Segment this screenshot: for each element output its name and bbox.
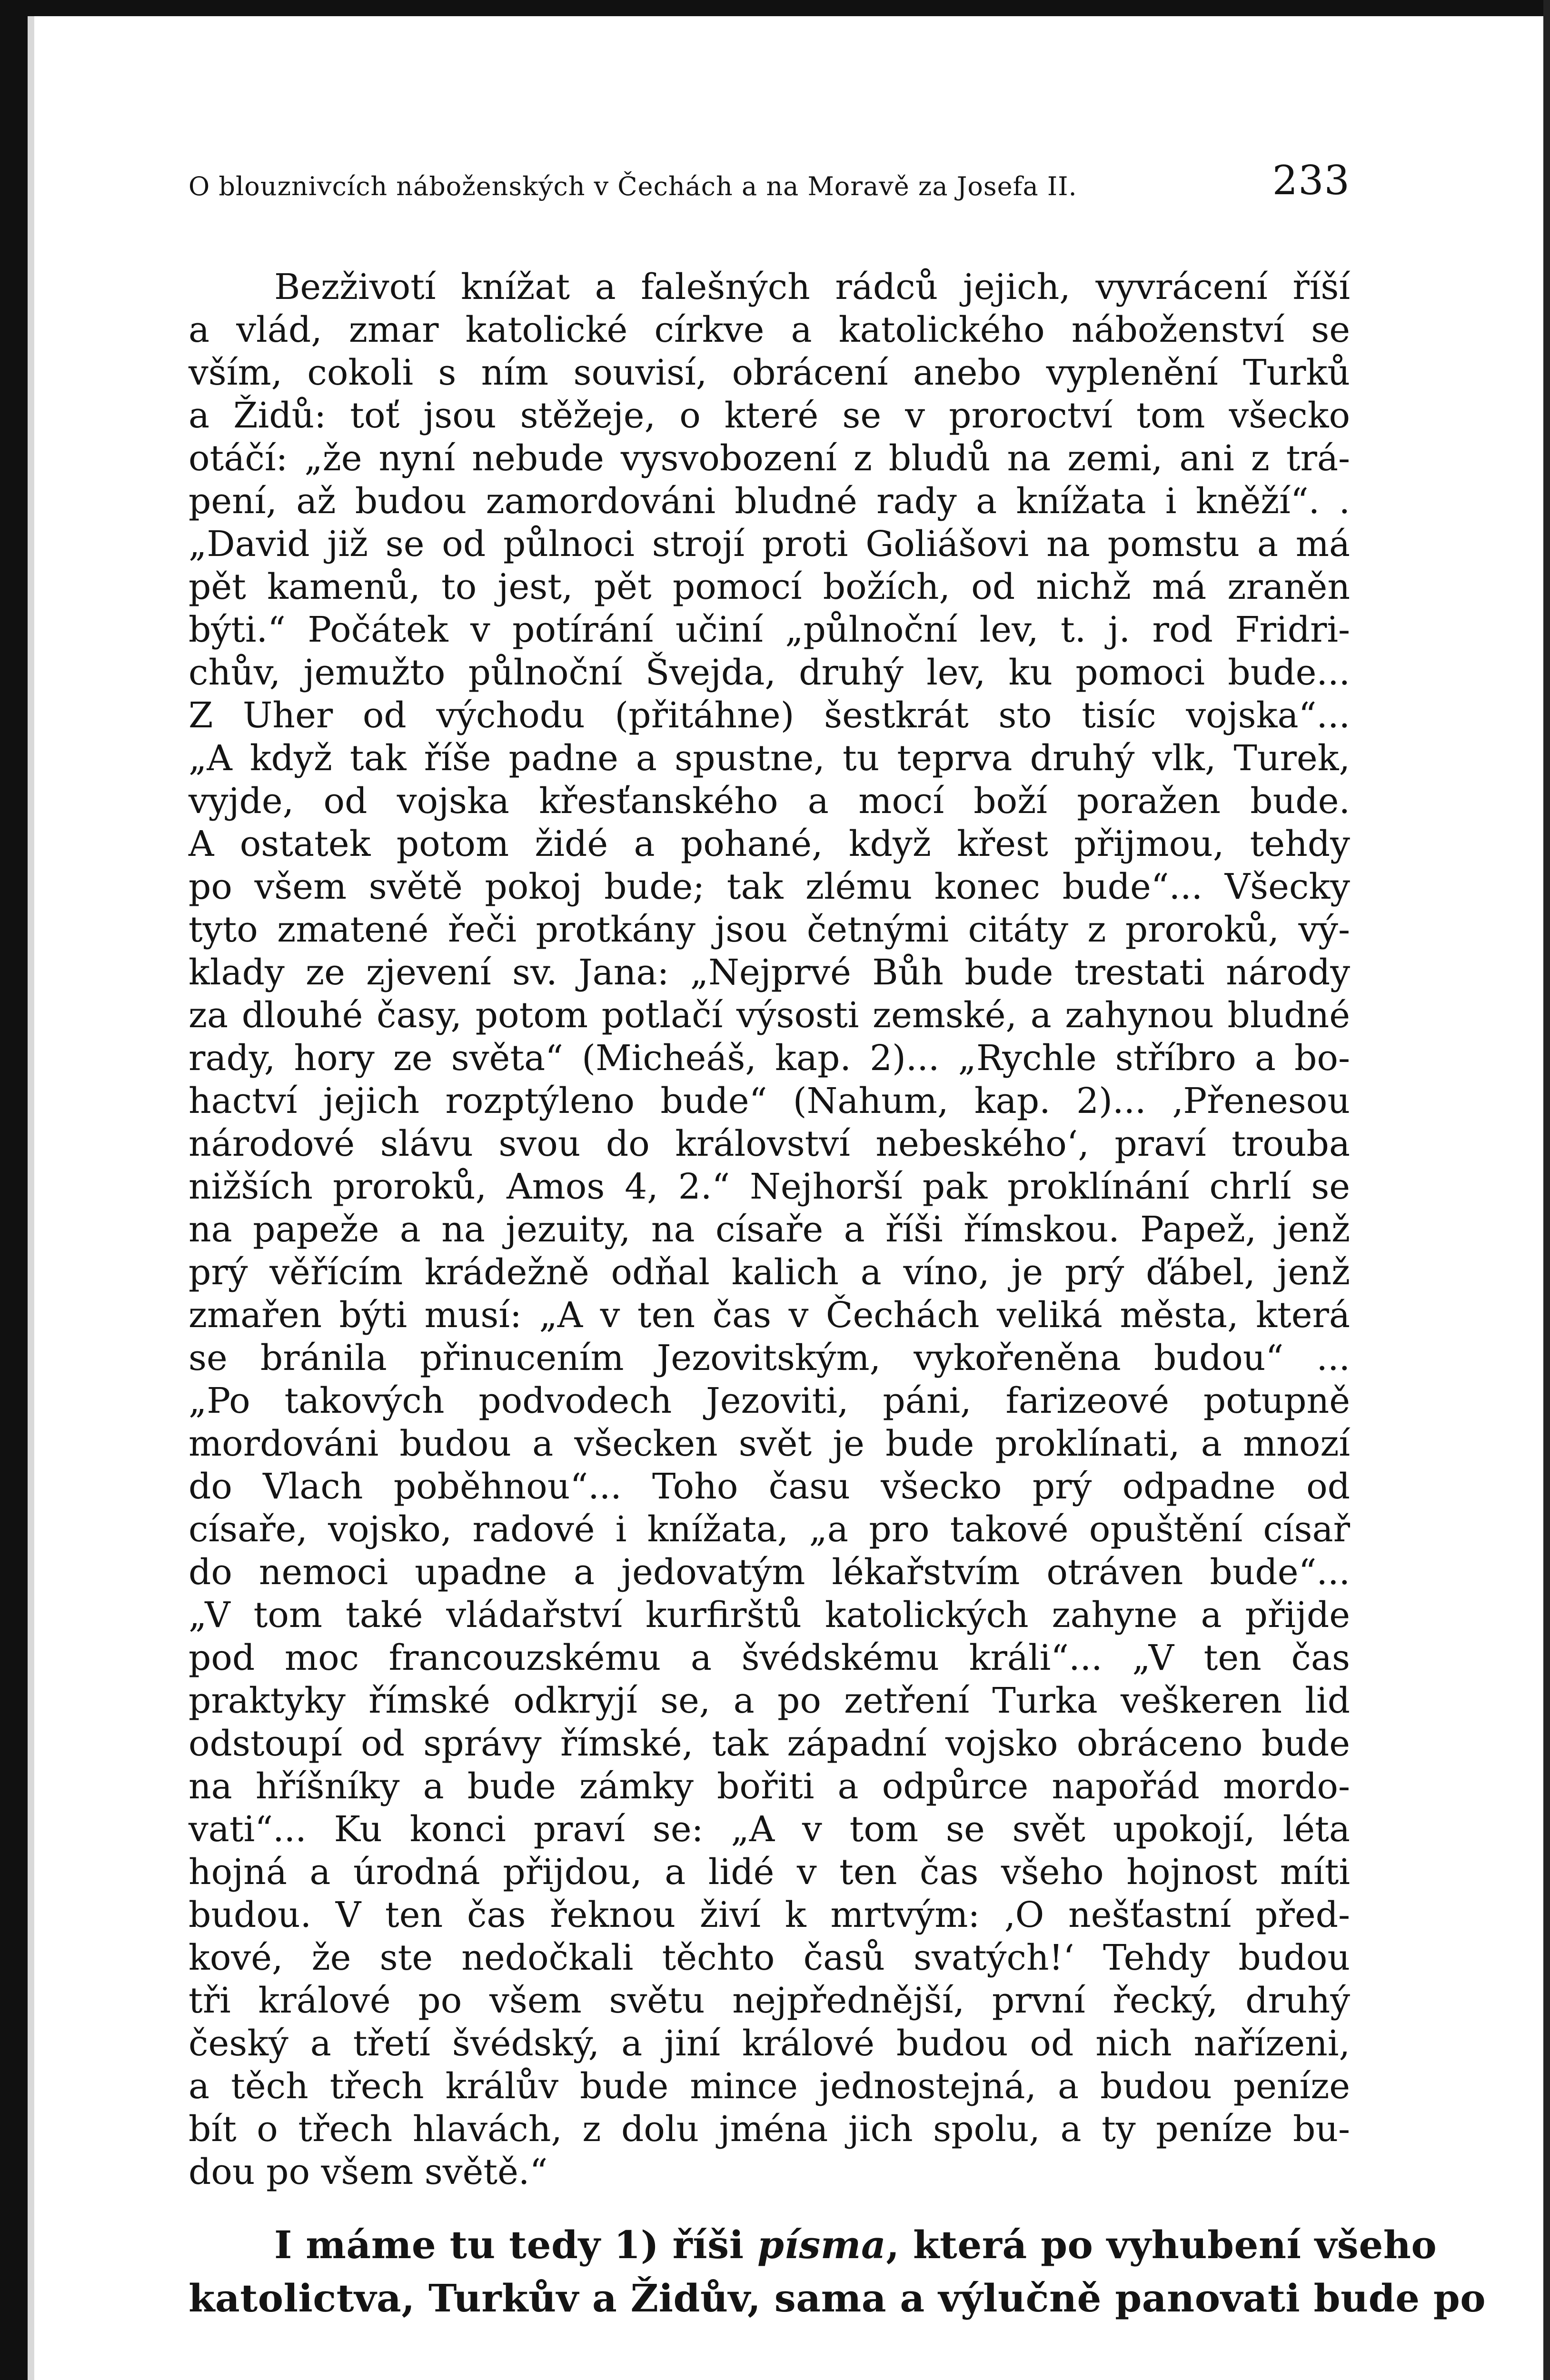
text-line: rady, hory ze světa“ (Micheáš, kap. 2)... „Rychle stříbro a bo-	[189, 1038, 1350, 1079]
text-line: po všem světě pokoj bude; tak zlému konec bude“... Všecky	[189, 866, 1350, 907]
text-line: nižších proroků, Amos 4, 2.“ Nejhorší pak proklínání chrlí se	[189, 1166, 1350, 1207]
text-line: „V tom také vládařství kurfirštů katolických zahyne a přijde	[189, 1595, 1350, 1636]
page-number: 233	[1272, 157, 1350, 204]
text-line: pět kamenů, to jest, pět pomocí božích, od nichž má zraněn	[189, 566, 1350, 607]
text-line: do Vlach poběhnou“... Toho času všecko prý odpadne od	[189, 1466, 1350, 1507]
text-run: , která po vyhubení všeho	[886, 2222, 1437, 2267]
text-line: býti.“ Počátek v potírání učiní „půlnoční lev, t. j. rod Fridri-	[189, 609, 1350, 650]
text-line: na hříšníky a bude zámky bořiti a odpůrce napořád mordo-	[189, 1766, 1350, 1807]
text-line: „Po takových podvodech Jezoviti, páni, farizeové potupně	[189, 1380, 1350, 1421]
text-line-bold	[189, 2218, 1437, 2271]
text-line: budou. V ten čas řeknou živí k mrtvým: ‚O nešťastní před-	[189, 1894, 1350, 1935]
scan-border-left	[0, 0, 28, 2380]
text-line: dou po všem světě.“	[189, 2152, 548, 2192]
text-line: vati“... Ku konci praví se: „A v tom se svět upokojí, léta	[189, 1809, 1350, 1850]
text-line: „A když tak říše padne a spustne, tu teprva druhý vlk, Turek,	[189, 738, 1350, 779]
running-head	[189, 157, 1350, 209]
text-line: vším, cokoli s ním souvisí, obrácení anebo vyplenění Turků	[189, 352, 1350, 393]
text-line: tři králové po všem světu nejpřednější, první řecký, druhý	[189, 1980, 1350, 2021]
paragraph-2	[189, 2218, 1486, 2325]
text-line: mordováni budou a všecken svět je bude proklínati, a mnozí	[189, 1423, 1350, 1464]
text-line: Bezživotí knížat a falešných rádců jejich, vyvrácení říší	[274, 267, 1350, 307]
book-page	[189, 157, 1486, 2325]
text-line-bold: katolictva, Turkův a Židův, sama a výlučně panovati bude po	[189, 2276, 1486, 2320]
text-line: národové slávu svou do království nebeského‘, praví trouba	[189, 1123, 1350, 1164]
text-line: a Židů: toť jsou stěžeje, o které se v proroctví tom všecko	[189, 395, 1350, 436]
text-line: praktyky římské odkryjí se, a po zetření Turka veškeren lid	[189, 1680, 1350, 1721]
scan-border-top	[0, 0, 1550, 16]
text-line: „David již se od půlnoci strojí proti Goliášovi na pomstu a má	[189, 524, 1350, 565]
paragraph-1	[189, 266, 1350, 2193]
text-line: do nemoci upadne a jedovatým lékařstvím otráven bude“...	[189, 1552, 1350, 1593]
text-line: otáčí: „že nyní nebude vysvobození z bludů na zemi, ani z trá-	[189, 438, 1350, 479]
emphasized-word: písma	[757, 2222, 886, 2267]
text-line: a těch třech králův bude mince jednostejná, a budou peníze	[189, 2066, 1350, 2107]
text-line: chův, jemužto půlnoční Švejda, druhý lev, ku pomoci bude...	[189, 652, 1350, 693]
text-line: tyto zmatené řeči protkány jsou četnými citáty z proroků, vý-	[189, 909, 1350, 950]
text-line: prý věřícím krádežně odňal kalich a víno, je prý ďábel, jenž	[189, 1252, 1350, 1293]
text-line: a vlád, zmar katolické církve a katolického náboženství se	[189, 309, 1350, 350]
text-line: císaře, vojsko, radové i knížata, „a pro takové opuštění císař	[189, 1509, 1350, 1550]
text-line: za dlouhé časy, potom potlačí výsosti zemské, a zahynou bludné	[189, 995, 1350, 1036]
text-line: český a třetí švédský, a jiní králové budou od nich nařízeni,	[189, 2023, 1350, 2064]
scan-border-left-shadow	[28, 16, 34, 2380]
running-title: O blouznivcích náboženských v Čechách a na Moravě za Josefa II.	[189, 171, 1077, 201]
text-line: zmařen býti musí: „A v ten čas v Čechách veliká města, která	[189, 1295, 1350, 1336]
text-line: pod moc francouzskému a švédskému králi“... „V ten čas	[189, 1637, 1350, 1678]
text-run: I máme tu tedy 1) říši	[274, 2222, 757, 2267]
text-line: A ostatek potom židé a pohané, když křest přijmou, tehdy	[189, 823, 1350, 864]
text-line: kové, že ste nedočkali těchto časů svatých!‘ Tehdy budou	[189, 1937, 1350, 1978]
text-line: na papeže a na jezuity, na císaře a říši římskou. Papež, jenž	[189, 1209, 1350, 1250]
text-line: se bránila přinucením Jezovitským, vykořeněna budou“ ...	[189, 1338, 1350, 1378]
scan-border-right	[1543, 0, 1550, 2380]
text-line: odstoupí od správy římské, tak západní vojsko obráceno bude	[189, 1723, 1350, 1764]
text-line: klady ze zjevení sv. Jana: „Nejprvé Bůh bude trestati národy	[189, 952, 1350, 993]
text-line: hojná a úrodná přijdou, a lidé v ten čas všeho hojnost míti	[189, 1852, 1350, 1893]
text-line: vyjde, od vojska křesťanského a mocí boží poražen bude.	[189, 781, 1350, 822]
text-line: pení, až budou zamordováni bludné rady a knížata i kněží“. .	[189, 481, 1350, 522]
text-line: bít o třech hlavách, z dolu jména jich spolu, a ty peníze bu-	[189, 2109, 1350, 2150]
text-line: hactví jejich rozptýleno bude“ (Nahum, kap. 2)... ‚Přenesou	[189, 1081, 1350, 1121]
text-line: Z Uher od východu (přitáhne) šestkrát sto tisíc vojska“...	[189, 695, 1350, 736]
